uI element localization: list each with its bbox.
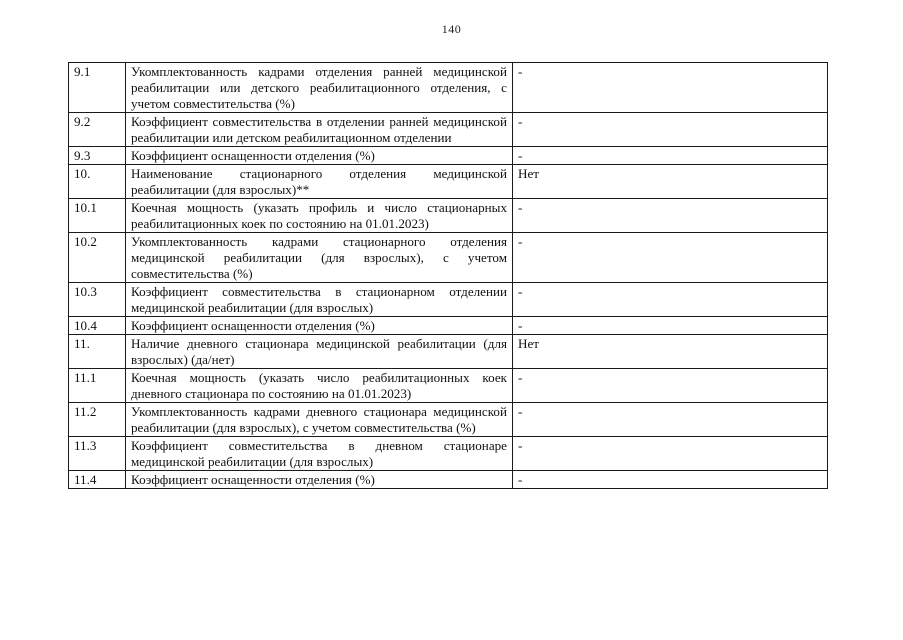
row-value: -: [513, 147, 828, 165]
row-indicator-name: Укомплектованность кадрами стационарного отделения медицинской реабилитации (для взрослых), с учетом совместительства (%): [126, 233, 513, 283]
table-row: [69, 369, 828, 403]
row-number: 11.3: [69, 437, 126, 471]
row-number: 10.1: [69, 199, 126, 233]
page-number: 140: [441, 22, 462, 36]
table-row: [69, 147, 828, 165]
row-indicator-name: Коэффициент оснащенности отделения (%): [126, 471, 513, 489]
row-value: -: [513, 437, 828, 471]
indicator-table: [68, 62, 828, 489]
row-indicator-name: Укомплектованность кадрами отделения ранней медицинской реабилитации или детского реабилитационного отделения, с учетом совместительства (%): [126, 63, 513, 113]
table-row: [69, 199, 828, 233]
row-value: -: [513, 113, 828, 147]
row-number: 11.: [69, 335, 126, 369]
row-number: 9.2: [69, 113, 126, 147]
table-row: [69, 403, 828, 437]
row-value: -: [513, 317, 828, 335]
row-indicator-name: Коэффициент оснащенности отделения (%): [126, 147, 513, 165]
row-value: -: [513, 233, 828, 283]
row-value: Нет: [513, 335, 828, 369]
row-number: 10.: [69, 165, 126, 199]
row-indicator-name: Укомплектованность кадрами дневного стационара медицинской реабилитации (для взрослых), с учетом совместительства (%): [126, 403, 513, 437]
row-number: 9.1: [69, 63, 126, 113]
table-row: [69, 113, 828, 147]
row-number: 11.4: [69, 471, 126, 489]
table-row: [69, 165, 828, 199]
row-number: 10.3: [69, 283, 126, 317]
row-number: 11.1: [69, 369, 126, 403]
row-number: 9.3: [69, 147, 126, 165]
table-row: [69, 63, 828, 113]
table-row: [69, 283, 828, 317]
row-value: -: [513, 369, 828, 403]
row-value: -: [513, 283, 828, 317]
table-row: [69, 471, 828, 489]
row-value: -: [513, 199, 828, 233]
row-indicator-name: Коэффициент совместительства в дневном стационаре медицинской реабилитации (для взрослых): [126, 437, 513, 471]
row-indicator-name: Коэффициент совместительства в отделении ранней медицинской реабилитации или детском реабилитационном отделении: [126, 113, 513, 147]
row-indicator-name: Наименование стационарного отделения медицинской реабилитации (для взрослых)**: [126, 165, 513, 199]
row-value: -: [513, 403, 828, 437]
row-indicator-name: Коечная мощность (указать число реабилитационных коек дневного стационара по состоянию на 01.01.2023): [126, 369, 513, 403]
row-indicator-name: Наличие дневного стационара медицинской реабилитации (для взрослых) (да/нет): [126, 335, 513, 369]
table-row: [69, 233, 828, 283]
table-row: [69, 335, 828, 369]
table-row: [69, 317, 828, 335]
row-value: -: [513, 471, 828, 489]
table-row: [69, 437, 828, 471]
row-number: 10.4: [69, 317, 126, 335]
row-indicator-name: Коечная мощность (указать профиль и число стационарных реабилитационных коек по состоянию на 01.01.2023): [126, 199, 513, 233]
row-value: -: [513, 63, 828, 113]
row-number: 11.2: [69, 403, 126, 437]
row-number: 10.2: [69, 233, 126, 283]
row-value: Нет: [513, 165, 828, 199]
row-indicator-name: Коэффициент оснащенности отделения (%): [126, 317, 513, 335]
row-indicator-name: Коэффициент совместительства в стационарном отделении медицинской реабилитации (для взрослых): [126, 283, 513, 317]
